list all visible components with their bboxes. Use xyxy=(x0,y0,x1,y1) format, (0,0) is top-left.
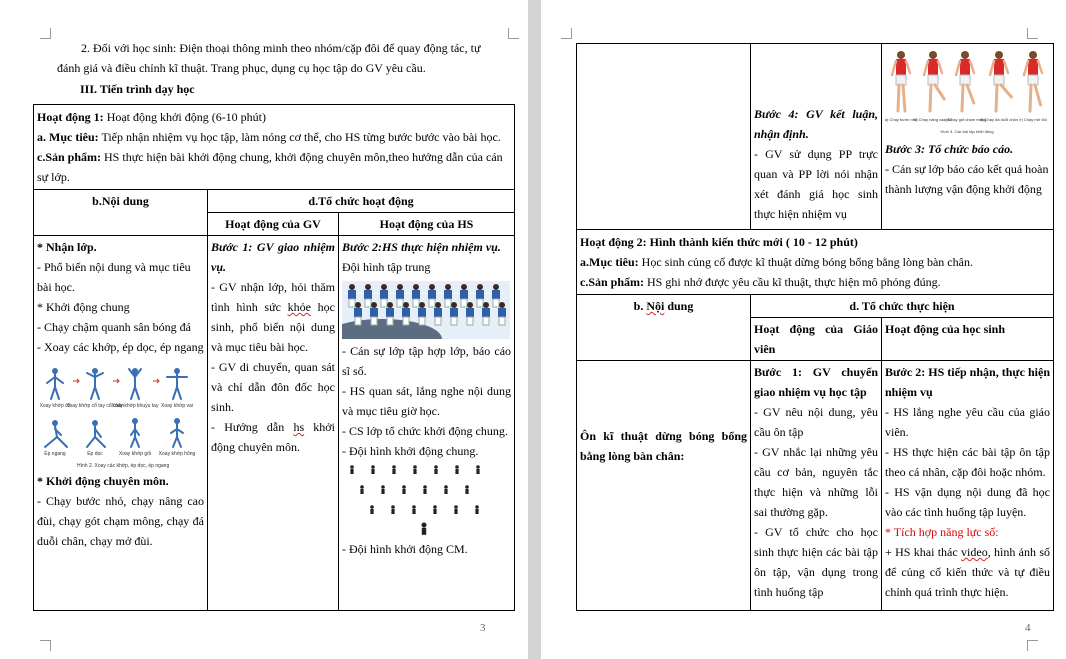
activity-1-label: Hoạt động 1: xyxy=(37,110,104,124)
intro-line-1: 2. Đối với học sinh: Điện thoại thông minh theo nhóm/cặp đôi để quay động tác, tự xyxy=(81,41,481,55)
document-page-4 xyxy=(541,0,1066,659)
step3-cell xyxy=(882,44,1054,230)
header-content: b. Nội dung xyxy=(577,295,751,361)
teacher-para: - GV tổ chức cho học sinh thực hiện các bài tập ôn tập, vận dụng trong tình huống tập xyxy=(754,525,878,599)
figure-label: d) Chạy đá duỗi chân xyxy=(979,117,1019,122)
runner-figure xyxy=(956,51,974,111)
margin-mark xyxy=(561,28,572,39)
formation-person xyxy=(444,485,448,494)
step4-text: - GV sử dụng PP trực quan và PP lời nói nhận xét đánh giá học sinh thực hiện nhiệm vụ xyxy=(754,147,878,221)
content-line: * Khởi động chung xyxy=(37,300,130,314)
student-figure xyxy=(370,302,378,325)
step3-title: Bước 3: Tổ chức báo cáo. xyxy=(885,142,1014,156)
formation-person xyxy=(423,485,427,494)
figure-label: Xoay khớp gối xyxy=(118,451,152,457)
student-figure xyxy=(434,302,442,325)
student-figure xyxy=(466,302,474,325)
running-drills-figure xyxy=(885,45,1050,139)
product-label: c.Sản phẩm: xyxy=(580,275,645,289)
formation-person xyxy=(402,485,406,494)
student-step: Bước 2:HS thực hiện nhiệm vụ. xyxy=(342,240,501,254)
header-organize: d. Tổ chức thực hiện xyxy=(751,295,1054,318)
joint-rotation-figure xyxy=(37,363,204,471)
margin-mark xyxy=(508,28,519,39)
student-figure xyxy=(386,302,394,325)
svg-text:Hình 3. Các bài tập khởi động: Hình 3. Các bài tập khởi động xyxy=(940,129,994,134)
figure-label: Ép ngang xyxy=(44,451,66,457)
runner-figure xyxy=(892,51,910,111)
formation-person xyxy=(371,465,375,474)
assembly-formation-image xyxy=(342,281,511,339)
page-gap xyxy=(528,0,541,659)
activity-1-title: Hoạt động khởi động (6-10 phút) xyxy=(103,110,267,124)
student-figure xyxy=(476,284,484,307)
formation-person xyxy=(434,465,438,474)
runner-figure xyxy=(1024,51,1042,111)
student-figure xyxy=(354,302,362,325)
student-figure xyxy=(418,302,426,325)
content-line: - Xoay các khớp, ép dọc, ép ngang xyxy=(37,340,204,354)
margin-mark xyxy=(40,640,51,651)
content-line: * Khởi động chuyên môn. xyxy=(37,474,169,488)
teacher-cell xyxy=(208,236,339,611)
formation-person xyxy=(392,465,396,474)
warmup-formation-diagram xyxy=(342,461,511,539)
page-number: 4 xyxy=(1025,622,1031,634)
step4-title: Bước 4: GV kết luận, nhận định. xyxy=(754,107,878,141)
student-step: Bước 2: HS tiếp nhận, thực hiện nhiệm vụ xyxy=(885,365,1050,399)
svg-text:Hình 2. Xoay các khớp, ép dọc,: Hình 2. Xoay các khớp, ép dọc, ép ngang xyxy=(77,463,170,469)
content-cell xyxy=(34,236,208,611)
activity-2-title: Hoạt động 2: Hình thành kiến thức mới ( 10 - 12 phút) xyxy=(580,235,858,249)
figure-label: e) Chạy mở đùi xyxy=(1019,117,1047,122)
goal-text: Tiếp nhận nhiệm vụ học tập, làm nóng cơ thể, cho HS từng bước bước vào bài học. xyxy=(98,130,501,144)
header-student: Hoạt động của học sinh xyxy=(882,318,1054,361)
figure-label: b) Chạy nâng cao đùi xyxy=(913,117,953,122)
teacher-para: - GV nêu nội dung, yêu cầu ôn tập xyxy=(754,405,878,439)
product-text: HS ghi nhớ được yêu cầu kĩ thuật, thực hiện mô phỏng đúng. xyxy=(644,275,941,289)
student-para: + HS khai thác video, hình ảnh số để củng cố kiến thức và tự điều chỉnh quá trình thực hiện. xyxy=(885,545,1050,599)
header-teacher: Hoạt động của GV xyxy=(208,213,339,236)
student-figure xyxy=(460,284,468,307)
activity-1-table xyxy=(33,104,515,611)
formation-person xyxy=(381,485,385,494)
student-para: - HS thực hiện các bài tập ôn tập theo cá nhân, cặp đôi hoặc nhóm. xyxy=(885,445,1050,479)
header-content: b.Nội dung xyxy=(34,190,208,236)
figure-label: Xoay khớp cổ xyxy=(39,403,71,409)
activity-continuation-table xyxy=(576,43,1054,611)
teacher-para: - GV nhận lớp, hỏi thăm tình hình sức khỏe học sinh, phổ biến nội dung và mục tiêu bài học. xyxy=(211,280,335,354)
teacher-para: - GV di chuyển, quan sát và chỉ dẫn đôn đốc học sinh. xyxy=(211,360,335,414)
student-figure xyxy=(428,284,436,307)
digital-skills-note: * Tích hợp năng lực số: xyxy=(885,525,999,539)
teacher-step: Bước 1: GV giao nhiệm vụ. xyxy=(211,240,335,274)
student-para: - HS vận dụng nội dung đã học vào các tình huống tập luyện. xyxy=(885,485,1050,519)
student-line: - Đội hình khởi động chung. xyxy=(342,444,479,458)
goal-label: a.Mục tiêu: xyxy=(580,255,639,269)
formation-person xyxy=(350,465,354,474)
student-figure xyxy=(444,284,452,307)
student-line: - HS quan sát, lắng nghe nội dung và mục tiêu giờ học. xyxy=(342,384,512,418)
formation-person xyxy=(421,522,426,534)
margin-mark xyxy=(40,28,51,39)
figure-label: Xoay khớp khuỷu tay xyxy=(111,403,159,409)
formation-person xyxy=(476,465,480,474)
student-line: - Cán sự lớp tập hợp lớp, báo cáo sĩ số. xyxy=(342,344,512,378)
section-title: III. Tiến trình dạy học xyxy=(80,82,195,96)
student-figure xyxy=(482,302,490,325)
figure-label: Ép dọc xyxy=(87,451,103,457)
student-figure xyxy=(396,284,404,307)
header-teacher: Hoạt động của Giáo viên xyxy=(751,318,882,361)
empty-content-cell xyxy=(577,44,751,230)
content-line: * Nhận lớp. xyxy=(37,240,97,254)
activity-1-summary xyxy=(34,105,515,190)
figure-label: Xoay khớp cổ tay cổ chân xyxy=(66,403,124,409)
product-text: HS thực hiện bài khởi động chung, khởi động chuyên môn,theo hướng dẫn của cán sự lớp. xyxy=(37,150,503,184)
figure-label: a) Chạy bước nhỏ xyxy=(885,117,918,122)
step3-text: - Cán sự lớp báo cáo kết quả hoàn thành lượng vận động khởi động xyxy=(885,162,1049,196)
student-figure xyxy=(348,284,356,307)
teacher-step: Bước 1: GV chuyển giao nhiệm vụ học tập xyxy=(754,365,878,399)
topic-cell: Ôn kĩ thuật dừng bóng bổng bằng lòng bàn chân: xyxy=(577,361,751,611)
student-figure xyxy=(380,284,388,307)
content-line: - Phổ biến nội dung và mục tiêu bài học. xyxy=(37,260,191,294)
figure-label: Xoay khớp hông xyxy=(158,451,196,457)
student-figure xyxy=(412,284,420,307)
runner-figure xyxy=(924,51,944,111)
margin-mark xyxy=(1027,640,1038,651)
runner-figure xyxy=(990,51,1011,111)
student-line: - CS lớp tổ chức khởi động chung. xyxy=(342,424,508,438)
formation-person xyxy=(433,505,437,514)
goal-label: a. Mục tiêu: xyxy=(37,130,99,144)
student-figure xyxy=(492,284,500,307)
figure-label: c) Chạy gót chạm mông xyxy=(943,117,987,122)
student-figure xyxy=(498,302,506,325)
student-para: - HS lắng nghe yêu cầu của giáo viên. xyxy=(885,405,1050,439)
content-line: - Chạy chậm quanh sân bóng đá xyxy=(37,320,191,334)
step4-cell xyxy=(751,44,882,230)
student-cell xyxy=(339,236,515,611)
figure-label: Xoay khớp vai xyxy=(161,403,193,409)
student-figure xyxy=(450,302,458,325)
teacher-cell xyxy=(751,361,882,611)
formation-person xyxy=(360,485,364,494)
header-organize: d.Tổ chức hoạt động xyxy=(208,190,515,213)
student-figure xyxy=(402,302,410,325)
student-cell xyxy=(882,361,1054,611)
student-line: Đội hình tập trung xyxy=(342,260,431,274)
formation-person xyxy=(412,505,416,514)
product-label: c.Sản phẩm: xyxy=(37,150,102,164)
goal-text: Học sinh củng cố được kĩ thuật dừng bóng bổng bằng lòng bàn chân. xyxy=(638,255,973,269)
margin-mark xyxy=(1027,28,1038,39)
document-page-3 xyxy=(0,0,528,659)
content-line: - Chạy bước nhỏ, chạy nâng cao đùi, chạy gót chạm mông, chạy đá duỗi chân, chạy mở đùi. xyxy=(37,494,204,548)
formation-person xyxy=(454,505,458,514)
formation-person xyxy=(475,505,479,514)
student-line: - Đội hình khởi động CM. xyxy=(342,542,468,556)
teacher-para: - Hướng dẫn hs khởi động chuyên môn. xyxy=(211,420,335,454)
page-number: 3 xyxy=(480,622,486,634)
formation-person xyxy=(465,485,469,494)
teacher-para: - GV nhắc lại những yêu cầu cơ bản, nguyên tắc thực hiện và những lỗi sai thường gặp. xyxy=(754,445,878,519)
formation-person xyxy=(413,465,417,474)
header-student: Hoạt động của HS xyxy=(339,213,515,236)
formation-person xyxy=(370,505,374,514)
formation-person xyxy=(391,505,395,514)
intro-line-2: đánh giá và điều chỉnh kĩ thuật. Trang phục, dụng cụ học tập do GV yêu cầu. xyxy=(57,61,426,75)
student-figure xyxy=(364,284,372,307)
formation-person xyxy=(455,465,459,474)
activity-2-summary xyxy=(577,230,1054,295)
